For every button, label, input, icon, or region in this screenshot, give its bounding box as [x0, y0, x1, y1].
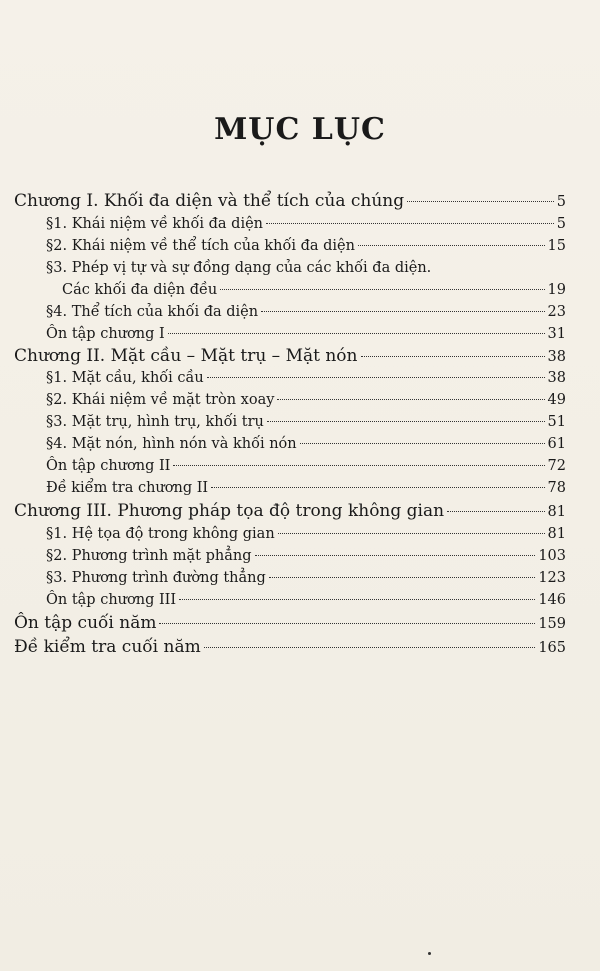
toc-page-number: 38: [547, 349, 566, 365]
toc-entry-title: §3. Mặt trụ, hình trụ, khối trụ: [46, 414, 264, 430]
toc-page-number: 103: [538, 548, 566, 564]
toc-entry-title: §1. Khái niệm về khối đa diện: [46, 216, 264, 232]
toc-page-number: 5: [556, 194, 566, 210]
dot-leader: [255, 555, 536, 556]
toc-entry-title: §1. Mặt cầu, khối cầu: [46, 370, 204, 386]
toc-review-2[interactable]: [46, 455, 566, 477]
dot-leader: [361, 356, 545, 357]
toc-page-number: 146: [538, 592, 566, 608]
toc-chapter-1[interactable]: [14, 190, 566, 212]
dot-leader: [173, 465, 544, 466]
toc-page-number: 165: [538, 640, 566, 656]
dot-leader: [278, 533, 545, 534]
toc-page-number: 123: [538, 570, 566, 586]
dot-leader: [407, 201, 554, 202]
toc-section-2-3[interactable]: [46, 411, 566, 433]
toc-page-number: 31: [547, 326, 566, 342]
toc-page-number: 78: [547, 480, 566, 496]
toc-section-3-2[interactable]: [46, 545, 566, 567]
print-speck: [428, 952, 431, 955]
dot-leader: [220, 289, 544, 290]
toc-entry-title: Đề kiểm tra chương II: [46, 480, 209, 496]
toc-review-1[interactable]: [46, 323, 566, 345]
toc-section-2-1[interactable]: [46, 367, 566, 389]
toc-entry-title: Ôn tập cuối năm: [14, 613, 157, 633]
toc-entry-title: Chương I. Khối đa diện và thể tích của chúng: [14, 191, 405, 211]
dot-leader: [168, 333, 545, 334]
toc-section-3-3[interactable]: [46, 567, 566, 589]
toc-final-exam[interactable]: [14, 636, 566, 658]
toc-entry-title: Ôn tập chương III: [46, 592, 177, 608]
dot-leader: [159, 623, 535, 624]
toc-page-number: 61: [547, 436, 566, 452]
toc-page-number: 81: [547, 526, 566, 542]
toc-entry-title: §2. Khái niệm về thể tích của khối đa diện: [46, 238, 355, 254]
toc-section-1-3-line-1[interactable]: §3. Phép vị tự và sự đồng dạng của các khối đa diện.: [46, 260, 432, 276]
toc-section-2-2[interactable]: [46, 389, 566, 411]
dot-leader: [266, 223, 554, 224]
toc-page-number: 38: [547, 370, 566, 386]
toc-section-2-4[interactable]: [46, 433, 566, 455]
dot-leader: [447, 511, 544, 512]
toc-final-review[interactable]: [14, 612, 566, 634]
toc-entry-title: §2. Khái niệm về mặt tròn xoay: [46, 392, 275, 408]
toc-entry-title: §4. Thể tích của khối đa diện: [46, 304, 259, 320]
toc-page-number: 72: [547, 458, 566, 474]
dot-leader: [207, 377, 545, 378]
toc-entry-title: Ôn tập chương I: [46, 326, 165, 342]
toc-entry-title: Chương II. Mặt cầu – Mặt trụ – Mặt nón: [14, 346, 358, 366]
toc-review-3[interactable]: [46, 589, 566, 611]
toc-entry-title: Chương III. Phương pháp tọa độ trong không gian: [14, 501, 445, 521]
toc-entry-title: §3. Phương trình đường thẳng: [46, 570, 266, 586]
toc-section-1-2[interactable]: [46, 235, 566, 257]
toc-test-2[interactable]: [46, 477, 566, 499]
toc-chapter-3[interactable]: [14, 500, 566, 522]
dot-leader: [300, 443, 545, 444]
dot-leader: [204, 647, 536, 648]
dot-leader: [211, 487, 544, 488]
toc-entry-title: §1. Hệ tọa độ trong không gian: [46, 526, 275, 542]
toc-entry-title: §4. Mặt nón, hình nón và khối nón: [46, 436, 297, 452]
toc-page-number: 15: [547, 238, 566, 254]
toc-page-number: 159: [538, 616, 566, 632]
dot-leader: [358, 245, 545, 246]
toc-section-1-3-line-2[interactable]: [62, 279, 566, 301]
toc-page-number: 23: [547, 304, 566, 320]
dot-leader: [269, 577, 536, 578]
toc-section-1-1[interactable]: [46, 213, 566, 235]
toc-page-number: 19: [547, 282, 566, 298]
toc-entry-title: Đề kiểm tra cuối năm: [14, 637, 201, 657]
dot-leader: [261, 311, 544, 312]
toc-entry-title: §2. Phương trình mặt phẳng: [46, 548, 252, 564]
toc-page-number: 51: [547, 414, 566, 430]
dot-leader: [267, 421, 545, 422]
dot-leader: [277, 399, 544, 400]
toc-page-number: 5: [556, 216, 566, 232]
toc-section-1-4[interactable]: [46, 301, 566, 323]
toc-page-number: 81: [547, 504, 566, 520]
page-title: MỤC LỤC: [214, 112, 386, 147]
toc-entry-title: Ôn tập chương II: [46, 458, 171, 474]
toc-entry-title: Các khối đa diện đều: [62, 282, 218, 298]
toc-chapter-2[interactable]: [14, 345, 566, 367]
toc-page-number: 49: [547, 392, 566, 408]
toc-section-3-1[interactable]: [46, 523, 566, 545]
dot-leader: [179, 599, 535, 600]
